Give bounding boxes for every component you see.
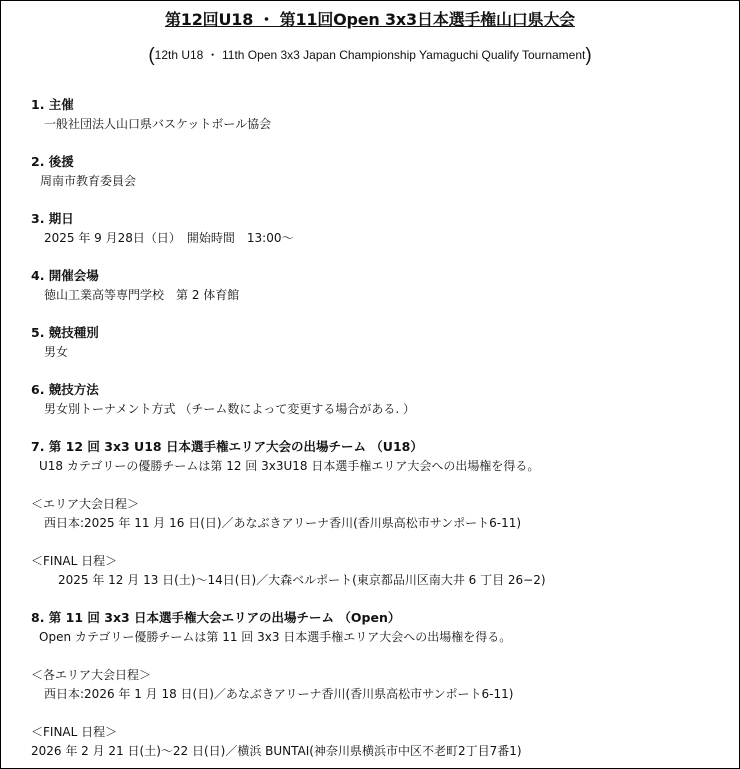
section-7-schedule-1-text: 西日本:2025 年 11 月 16 日(日)／あなぶきアリーナ香川(香川県高松市サンポート6-11) [44, 516, 522, 530]
section-3-text: 2025 年 9 月28日（日） 開始時間 13:00～ [44, 231, 294, 245]
section-2-text: 周南市教育委員会 [40, 174, 137, 188]
section-8-heading: 8. 第 11 回 3x3 日本選手権大会エリアの出場チーム （Open） [31, 610, 401, 625]
subtitle-open-paren: ( [148, 45, 155, 66]
document-subtitle [1, 45, 739, 67]
section-8-schedule-1-label: ＜各エリア大会日程＞ [31, 668, 152, 682]
section-1-heading: 1. 主催 [31, 97, 74, 112]
section-8-schedule-2-text: 2026 年 2 月 21 日(土)～22 日(日)／横浜 BUNTAI(神奈川県横浜市中区不老町2丁目7番1) [31, 744, 522, 758]
section-6-text: 男女別トーナメント方式 （チーム数によって変更する場合がある. ） [44, 402, 415, 416]
section-8-schedule-2-label: ＜FINAL 日程＞ [31, 725, 118, 739]
section-7-schedule-2-label: ＜FINAL 日程＞ [31, 554, 118, 568]
document-title: 第12回U18 ・ 第11回Open 3x3日本選手権山口県大会 [165, 10, 575, 29]
section-1-text: 一般社団法人山口県バスケットボール協会 [44, 117, 272, 131]
section-4-text: 徳山工業高等専門学校 第 2 体育館 [44, 288, 240, 302]
section-6-heading: 6. 競技方法 [31, 382, 99, 397]
subtitle-text: 12th U18 ・ 11th Open 3x3 Japan Championship Yamaguchi Qualify Tournament [154, 48, 586, 62]
section-7-heading: 7. 第 12 回 3x3 U18 日本選手権エリア大会の出場チーム （U18） [31, 439, 423, 454]
section-4-heading: 4. 開催会場 [31, 268, 99, 283]
section-8-text: Open カテゴリー優勝チームは第 11 回 3x3 日本選手権エリア大会への出場権を得る。 [39, 630, 512, 644]
section-5-text: 男女 [44, 345, 69, 359]
section-7-text: U18 カテゴリーの優勝チームは第 12 回 3x3U18 日本選手権エリア大会への出場権を得る。 [39, 459, 540, 473]
subtitle-close-paren: ) [585, 45, 592, 66]
section-5-heading: 5. 競技種別 [31, 325, 99, 340]
section-7-schedule-2-text: 2025 年 12 月 13 日(土)～14日(日)／大森ベルポート(東京都品川区南大井 6 丁目 26−2) [58, 573, 546, 587]
section-7-schedule-1-label: ＜エリア大会日程＞ [31, 497, 140, 511]
section-3-heading: 3. 期日 [31, 211, 74, 226]
section-8-schedule-1-text: 西日本:2026 年 1 月 18 日(日)／あなぶきアリーナ香川(香川県高松市サンポート6-11) [44, 687, 514, 701]
section-2-heading: 2. 後援 [31, 154, 74, 169]
